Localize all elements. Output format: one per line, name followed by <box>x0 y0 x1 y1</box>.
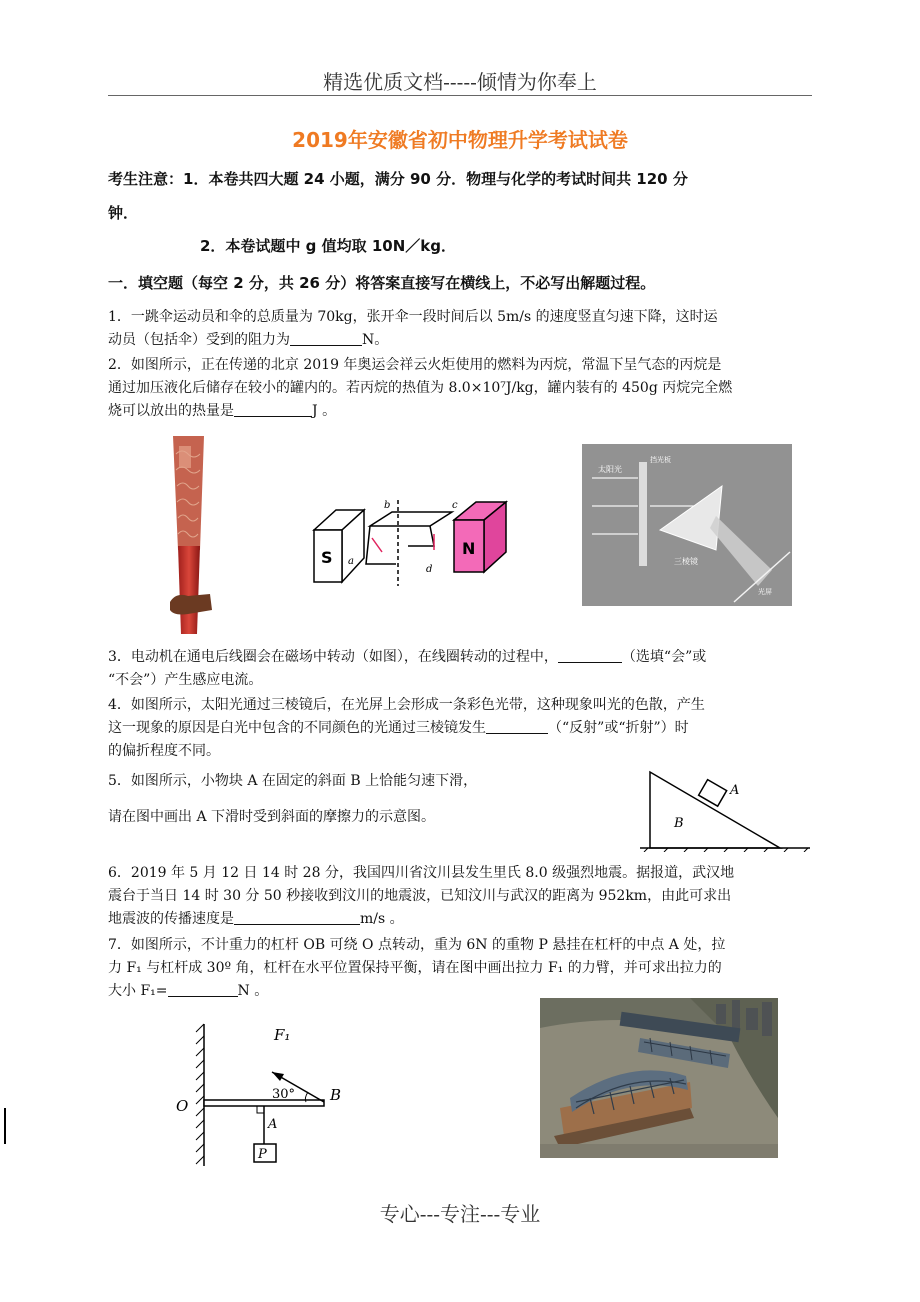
coil-label-a: a <box>348 556 354 567</box>
exam-title: 2019年安徽省初中物理升学考试试卷 <box>292 128 628 152</box>
incline-label-b: B <box>674 816 684 831</box>
question-4-line-a: 4．如图所示，太阳光通过三棱镜后，在光屏上会形成一条彩色光带，这种现象叫光的色散，产生 <box>108 697 705 713</box>
notice-line-2: 2．本卷试题中 g 值均取 10N／kg． <box>200 237 456 255</box>
section-1-heading: 一．填空题（每空 2 分，共 26 分）将答案直接写在横线上，不必写出解题过程。 <box>108 274 656 292</box>
question-3 <box>108 646 812 692</box>
lever-label-p: P <box>258 1147 267 1162</box>
torch-photo <box>166 434 216 636</box>
question-1 <box>108 306 812 352</box>
question-2 <box>108 354 812 423</box>
question-7-text: 大小 F₁= <box>108 983 168 999</box>
question-4-blank[interactable] <box>486 718 548 734</box>
question-4-line-b <box>108 717 812 740</box>
magnet-s <box>314 510 364 582</box>
question-3-line-b: “不会”）产生感应电流。 <box>108 672 263 688</box>
magnet-n-label: N <box>462 539 476 558</box>
question-2-unit: J 。 <box>312 403 337 419</box>
page-footer: 专心---专注---专业 <box>379 1202 541 1226</box>
question-6-unit: m/s 。 <box>360 911 404 927</box>
question-4-line-c: 的偏折程度不同。 <box>108 743 220 759</box>
question-1-blank[interactable] <box>290 330 362 346</box>
question-7-blank[interactable] <box>168 981 238 997</box>
question-6-line-b: 震台于当日 14 时 30 分 50 秒接收到汶川的地震波，已知汶川与武汉的距离为 952km，由此可求出 <box>108 888 732 904</box>
question-1-unit: N。 <box>362 332 389 348</box>
question-6 <box>108 862 812 931</box>
motor-diagram <box>310 494 510 594</box>
question-5-line-b: 请在图中画出 A 下滑时受到斜面的摩擦力的示意图。 <box>108 809 436 825</box>
question-4 <box>108 694 812 763</box>
question-4-text: 这一现象的原因是白光中包含的不同颜色的光通过三棱镜发生 <box>108 720 486 736</box>
prism-photo <box>582 444 792 606</box>
coil-label-b: b <box>384 500 391 511</box>
question-2-line-c <box>108 400 812 423</box>
lever-diagram <box>170 1020 370 1170</box>
question-6-line-a: 6．2019 年 5 月 12 日 14 时 28 分，我国四川省汶川县发生里氏 8.0 级强烈地震。据报道，武汉地 <box>108 865 735 881</box>
question-4-options: （“反射”或“折射”）时 <box>548 720 689 736</box>
question-6-blank[interactable] <box>234 909 360 925</box>
question-3-line-a <box>108 646 812 669</box>
notice-line-1b: 钟． <box>108 204 139 222</box>
question-2-text: 烧可以放出的热量是 <box>108 403 234 419</box>
question-6-line-c <box>108 908 812 931</box>
question-3-blank[interactable] <box>558 647 622 663</box>
question-3-text: 3．电动机在通电后线圈会在磁场中转动（如图），在线圈转动的过程中， <box>108 649 558 665</box>
prism-label-board: 挡光板 <box>650 456 671 464</box>
question-7-line-b: 力 F₁ 与杠杆成 30º 角，杠杆在水平位置保持平衡，请在图中画出拉力 F₁ 的力臂，并可求出拉力的 <box>108 960 722 976</box>
question-2-line-a: 2．如图所示，正在传递的北京 2019 年奥运会祥云火炬使用的燃料为丙烷，常温下呈气态的丙烷是 <box>108 357 722 373</box>
question-2-line-b: 通过加压液化后储存在较小的罐内的。若丙烷的热值为 8.0×10⁷J/kg，罐内装有的 450g 丙烷完全燃 <box>108 380 733 396</box>
bridge-photo <box>540 998 778 1158</box>
prism-label-screen: 光屏 <box>758 588 772 596</box>
margin-marker <box>4 1108 6 1144</box>
page-header: 精选优质文档-----倾情为你奉上 <box>323 70 597 94</box>
lever-label-b: B <box>330 1086 342 1104</box>
magnet-n <box>454 502 506 572</box>
coil-label-d: d <box>426 564 433 575</box>
question-1-text: 动员（包括伞）受到的阻力为 <box>108 332 290 348</box>
question-6-text: 地震波的传播速度是 <box>108 911 234 927</box>
question-7-unit: N 。 <box>237 983 269 999</box>
magnet-s-label: S <box>321 548 333 567</box>
header-rule <box>108 95 812 96</box>
question-1-line-a: 1．一跳伞运动员和伞的总质量为 70kg，张开伞一段时间后以 5m/s 的速度竖直匀速下降，这时运 <box>108 309 718 325</box>
question-1-line-b <box>108 329 812 352</box>
incline-label-a: A <box>730 783 740 798</box>
coil <box>366 500 452 586</box>
lever-label-o: O <box>176 1097 189 1115</box>
prism-label-prism: 三棱镜 <box>674 557 698 566</box>
lever-label-a: A <box>268 1117 278 1132</box>
question-7 <box>108 934 812 1003</box>
incline-diagram <box>638 768 814 852</box>
prism-label-sunlight: 太阳光 <box>598 465 622 474</box>
question-3-options: （选填“会”或 <box>621 649 707 665</box>
question-5-line-a: 5．如图所示，小物块 A 在固定的斜面 B 上恰能匀速下滑， <box>108 773 478 789</box>
question-2-blank[interactable] <box>234 401 312 417</box>
coil-label-c: c <box>452 500 458 511</box>
lever-label-angle: 30° <box>272 1087 296 1102</box>
notice-line-1: 考生注意：1．本卷共四大题 24 小题，满分 90 分．物理与化学的考试时间共 120 分 <box>108 170 688 188</box>
question-7-line-a: 7．如图所示，不计重力的杠杆 OB 可绕 O 点转动，重为 6N 的重物 P 悬挂在杠杆的中点 A 处，拉 <box>108 937 726 953</box>
lever-label-f1: F₁ <box>274 1026 291 1044</box>
